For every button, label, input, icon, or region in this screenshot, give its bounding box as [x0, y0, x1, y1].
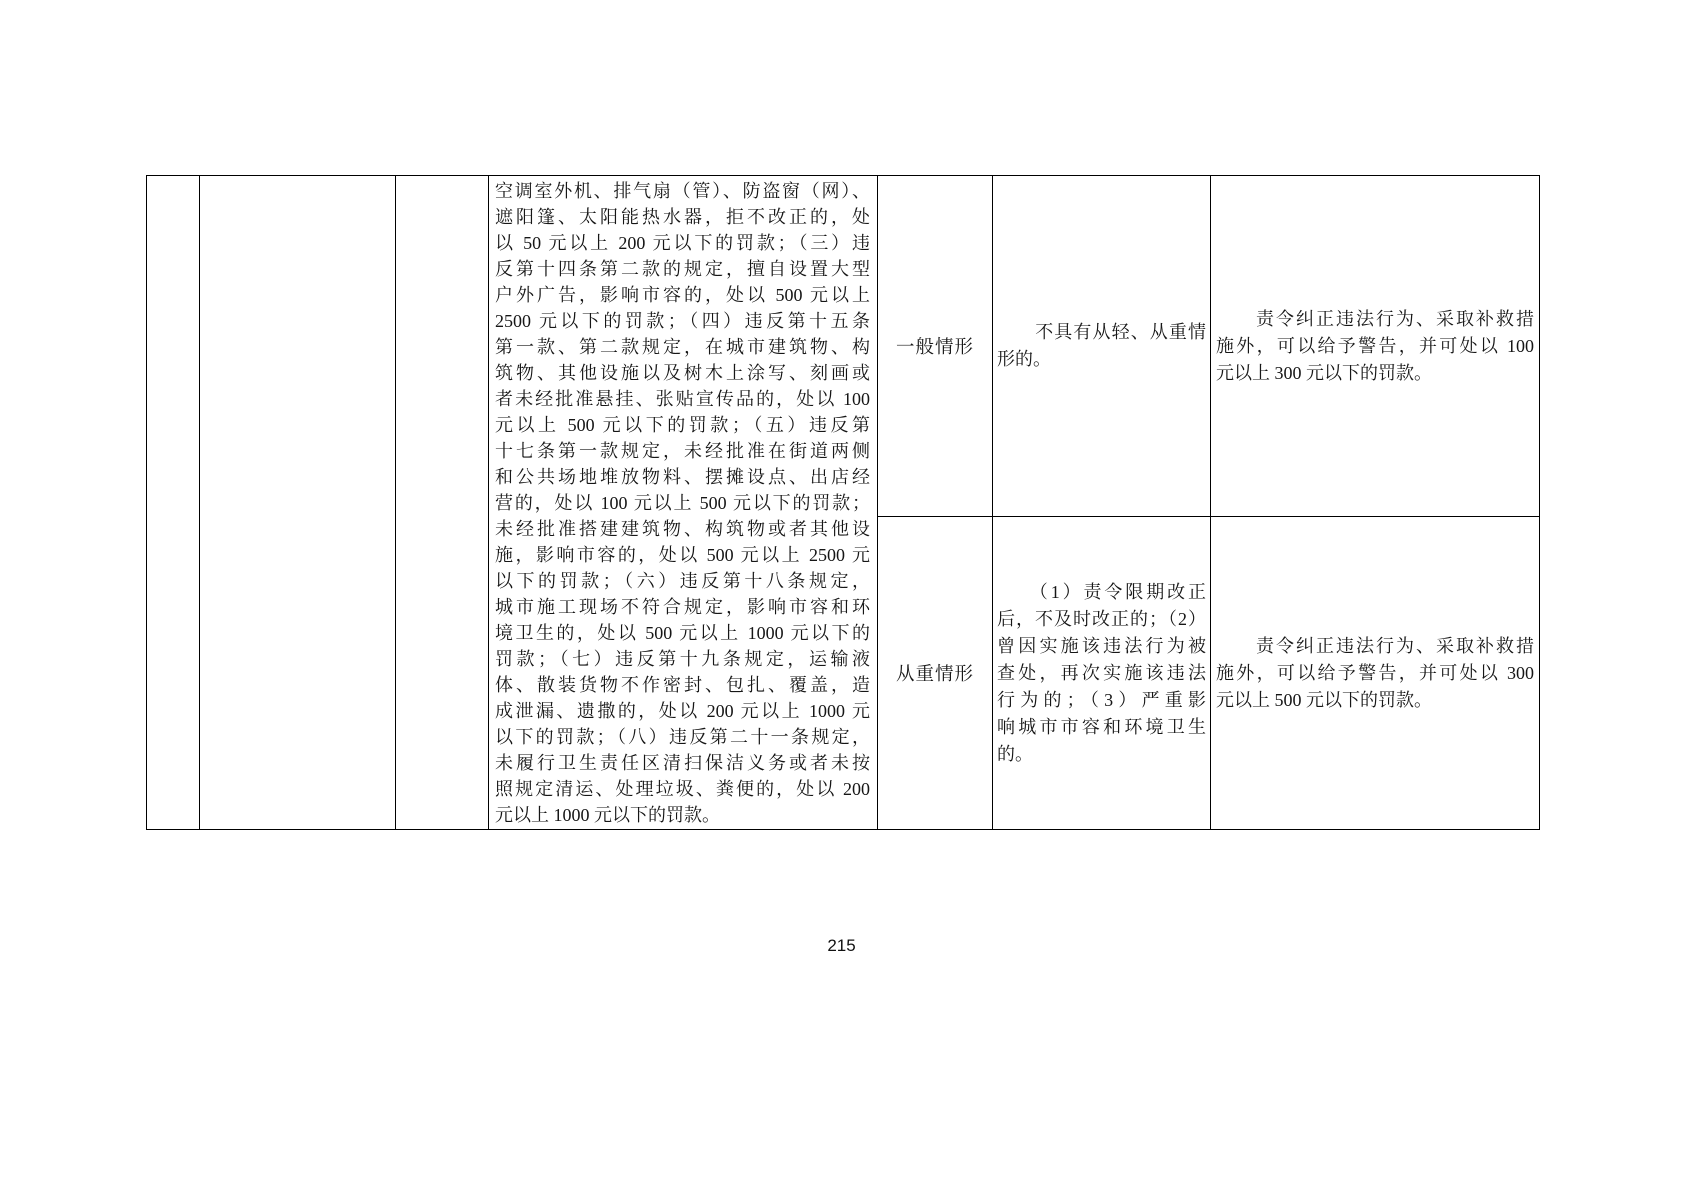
table-row-general [878, 176, 1539, 517]
decision-text-aggravated: 责令纠正违法行为、采取补救措 施外，可以给予警告，并可处以 300 元以上 500 元以下的罚款。 [1216, 635, 1534, 710]
table-row-aggravated [878, 517, 1539, 829]
condition-text-aggravated: （1）责令限期改正 后，不及时改正的；（2） 曾因实施该违法行为被 查处，再次实施该违法 行为的；（3）严重影 响城市市容和环境卫生 的。 [997, 581, 1206, 764]
discretion-rows-group [878, 176, 1539, 829]
condition-cell-aggravated [993, 517, 1211, 829]
page-number: 215 [827, 936, 856, 955]
table-empty-col-1 [147, 176, 200, 829]
penalty-clause-cell [489, 176, 878, 829]
situation-label-aggravated: 从重情形 [895, 665, 974, 685]
penalty-discretion-table [146, 175, 1540, 830]
condition-cell-general [993, 176, 1211, 516]
decision-cell-aggravated [1211, 517, 1539, 829]
decision-text-general: 责令纠正违法行为、采取补救措 施外，可以给予警告，并可处以 100 元以上 300 元以下的罚款。 [1216, 308, 1534, 383]
situation-cell-general [878, 176, 993, 516]
penalty-clause-text: 空调室外机、排气扇（管）、防盗窗（网）、 遮阳篷、太阳能热水器，拒不改正的，处 以 50 元以上 200 元以下的罚款；（三）违 反第十四条第二款的规定，擅自设置大型 户外广告，影响市容的，处以 500 元以上 2500 元以下的罚款；（四）违反第十五条 第一款、第二款规定，在城市建筑物、构 筑物、其他设施以及树木上涂写、刻画或 者未经批准悬挂、张贴宣传品的，处以 100 元以上 500 元以下的罚款；（五）违反第 十七条第一款规定，未经批准在街道两侧 和公共场地堆放物料、摆摊设点、出店经 营的，处以 100 元以上 500 元以下的罚款； 未经批准搭建建筑物、构筑物或者其他设 施，影响市容的，处以 500 元以上 2500 元 以下的罚款；（六）违反第十八条规定， 城市施工现场不符合规定，影响市容和环 境卫生的，处以 500 元以上 1000 元以下的 罚款；（七）违反第十九条规定，运输液 体、散装货物不作密封、包扎、覆盖，造 成泄漏、遗撒的，处以 200 元以上 1000 元 以下的罚款；（八）违反第二十一条规定， 未履行卫生责任区清扫保洁义务或者未按 照规定清运、处理垃圾、粪便的，处以 200 元以上 1000 元以下的罚款。 [495, 181, 870, 825]
table-empty-col-3 [396, 176, 489, 829]
table-empty-col-2 [200, 176, 396, 829]
situation-cell-aggravated [878, 517, 993, 829]
condition-text-general: 不具有从轻、从重情 形的。 [997, 322, 1206, 369]
decision-cell-general [1211, 176, 1539, 516]
situation-label-general: 一般情形 [895, 338, 974, 358]
